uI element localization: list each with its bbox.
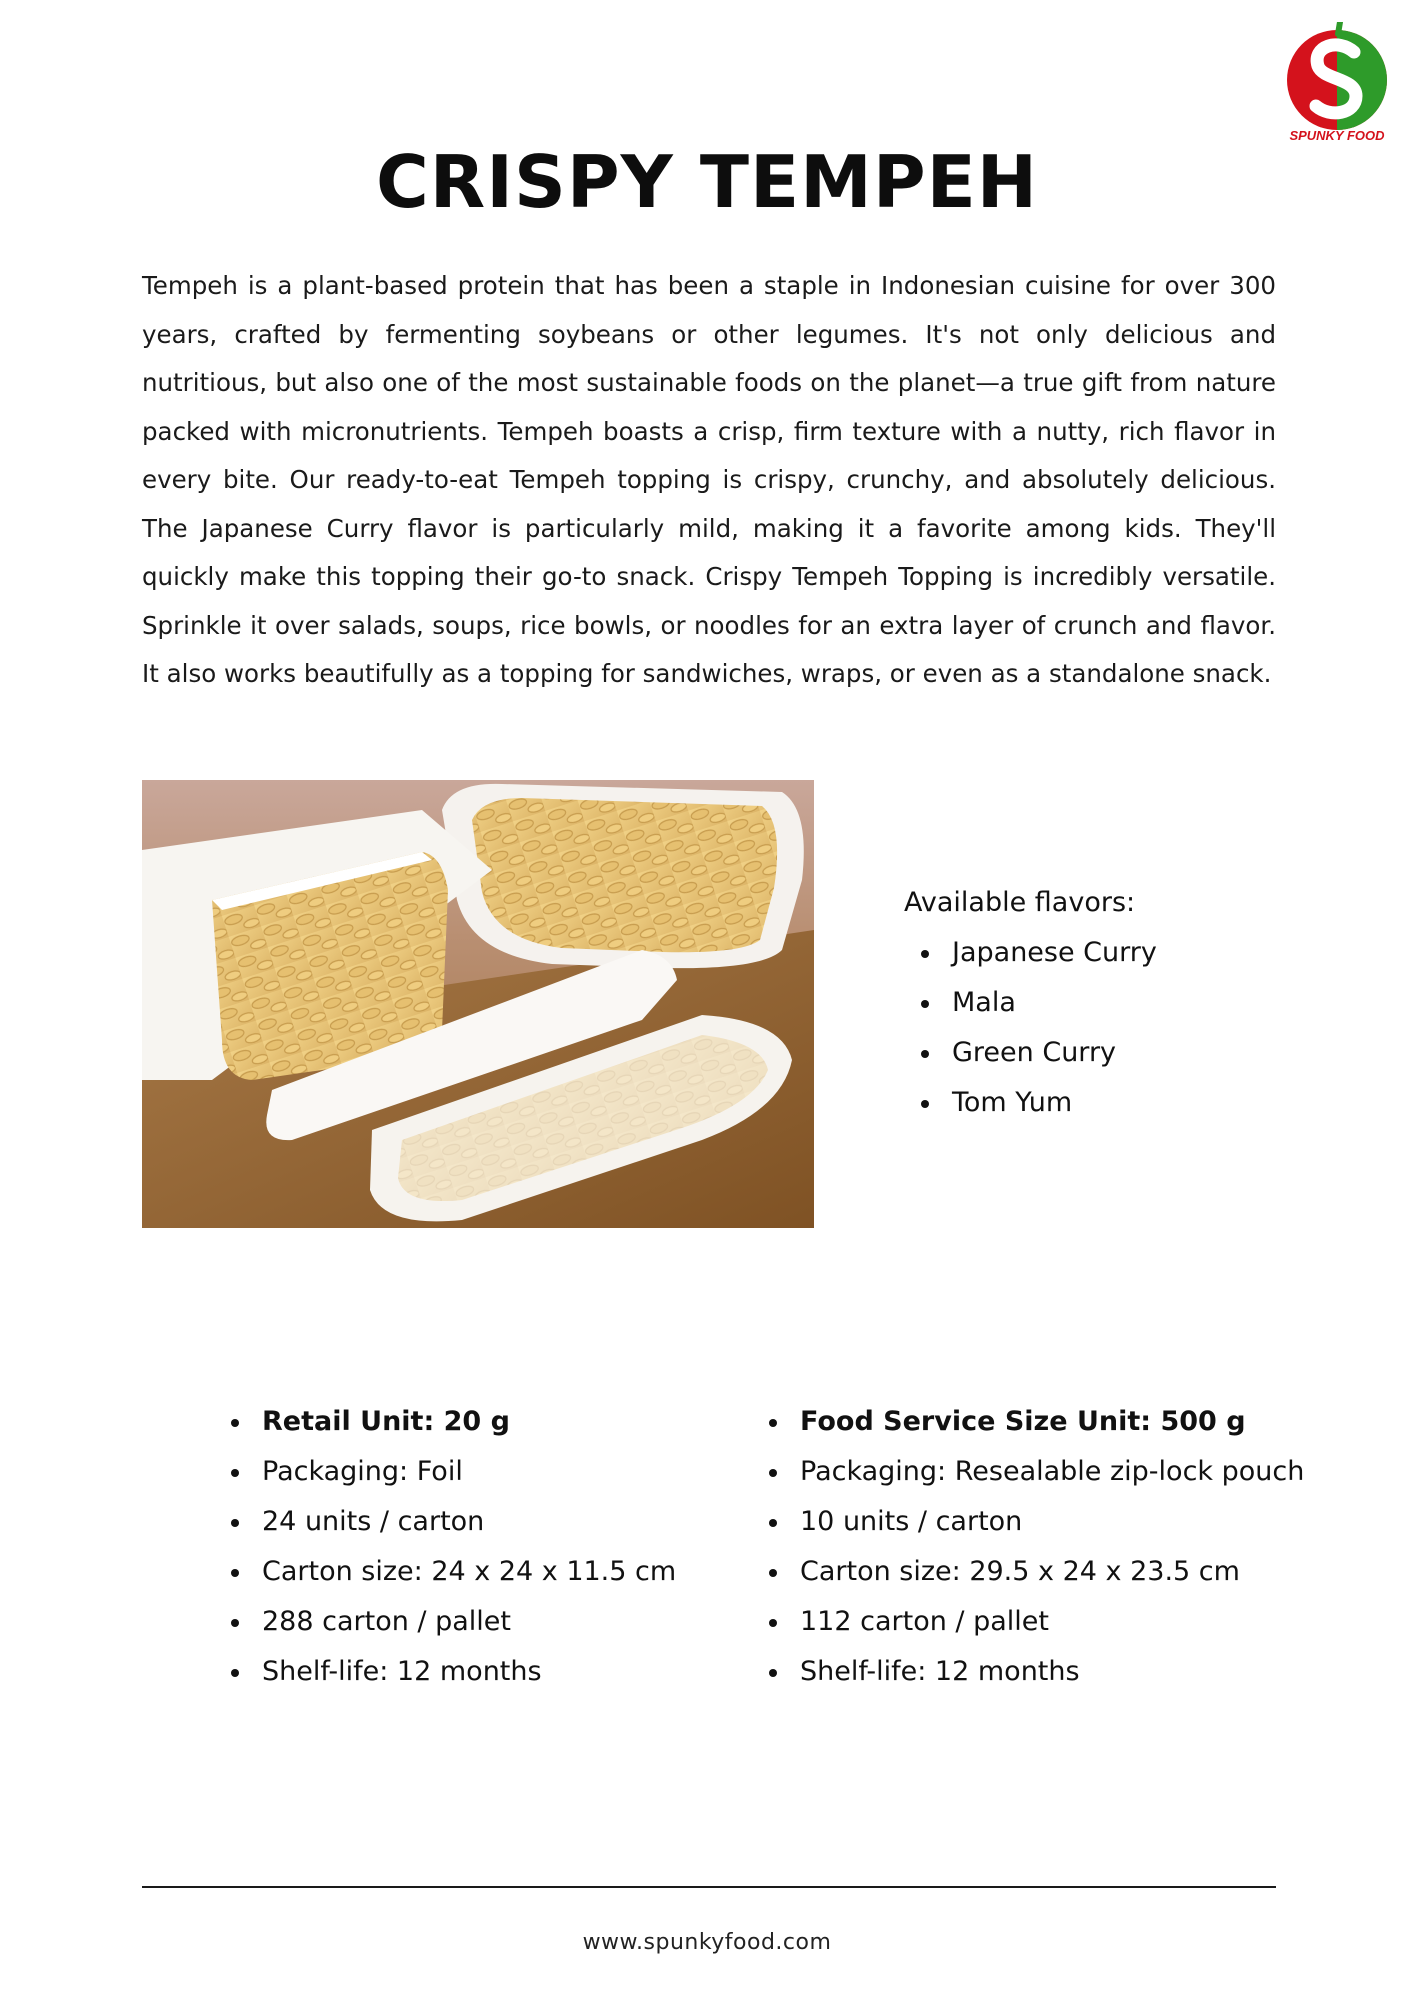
flavors-section [904, 878, 1324, 1128]
flavor-item: Tom Yum [904, 1078, 1324, 1128]
retail-packaging: Packaging: Foil [214, 1447, 714, 1497]
retail-units-per-carton: 24 units / carton [214, 1497, 714, 1547]
food-service-unit: Food Service Size Unit: 500 g [752, 1397, 1312, 1447]
food-service-spec-list [752, 1397, 1312, 1697]
food-service-spec [752, 1397, 1312, 1697]
retail-spec [214, 1397, 714, 1697]
retail-unit: Retail Unit: 20 g [214, 1397, 714, 1447]
food-service-shelf-life: Shelf-life: 12 months [752, 1647, 1312, 1697]
website-link[interactable]: www.spunkyfood.com [582, 1930, 832, 1955]
flavor-item: Japanese Curry [904, 928, 1324, 978]
logo-brand-name: SPUNKY FOOD [1289, 128, 1385, 143]
retail-cartons-per-pallet: 288 carton / pallet [214, 1597, 714, 1647]
retail-spec-list [214, 1397, 714, 1697]
retail-carton-size: Carton size: 24 x 24 x 11.5 cm [214, 1547, 714, 1597]
flavors-heading: Available flavors: [904, 887, 1136, 918]
flavor-item: Mala [904, 978, 1324, 1028]
flavor-item: Green Curry [904, 1028, 1324, 1078]
food-service-cartons-per-pallet: 112 carton / pallet [752, 1597, 1312, 1647]
food-service-units-per-carton: 10 units / carton [752, 1497, 1312, 1547]
flavors-list [904, 928, 1324, 1128]
tempeh-photo [142, 780, 814, 1228]
footer-divider [142, 1886, 1276, 1888]
retail-shelf-life: Shelf-life: 12 months [214, 1647, 714, 1697]
product-description: Tempeh is a plant-based protein that has been a staple in Indonesian cuisine for over 300 years, crafted by fermenting soybeans or other legumes. It's not only delicious and nutritious, but also one of the most sustainable foods on the planet—a true gift from nature packed with micronutrients. Tempeh boasts a crisp, firm texture with a nutty, rich flavor in every bite. Our ready-to-eat Tempeh topping is crispy, crunchy, and absolutely delicious. The Japanese Curry flavor is particularly mild, making it a favorite among kids. They'll quickly make this topping their go-to snack. Crispy Tempeh Topping is incredibly versatile. Sprinkle it over salads, soups, rice bowls, or noodles for an extra layer of crunch and flavor. It also works beautifully as a topping for sandwiches, wraps, or even as a standalone snack. [142, 271, 1276, 688]
page-title: CRISPY TEMPEH [375, 140, 1039, 224]
food-service-carton-size: Carton size: 29.5 x 24 x 23.5 cm [752, 1547, 1312, 1597]
food-service-packaging: Packaging: Resealable zip-lock pouch [752, 1447, 1312, 1497]
